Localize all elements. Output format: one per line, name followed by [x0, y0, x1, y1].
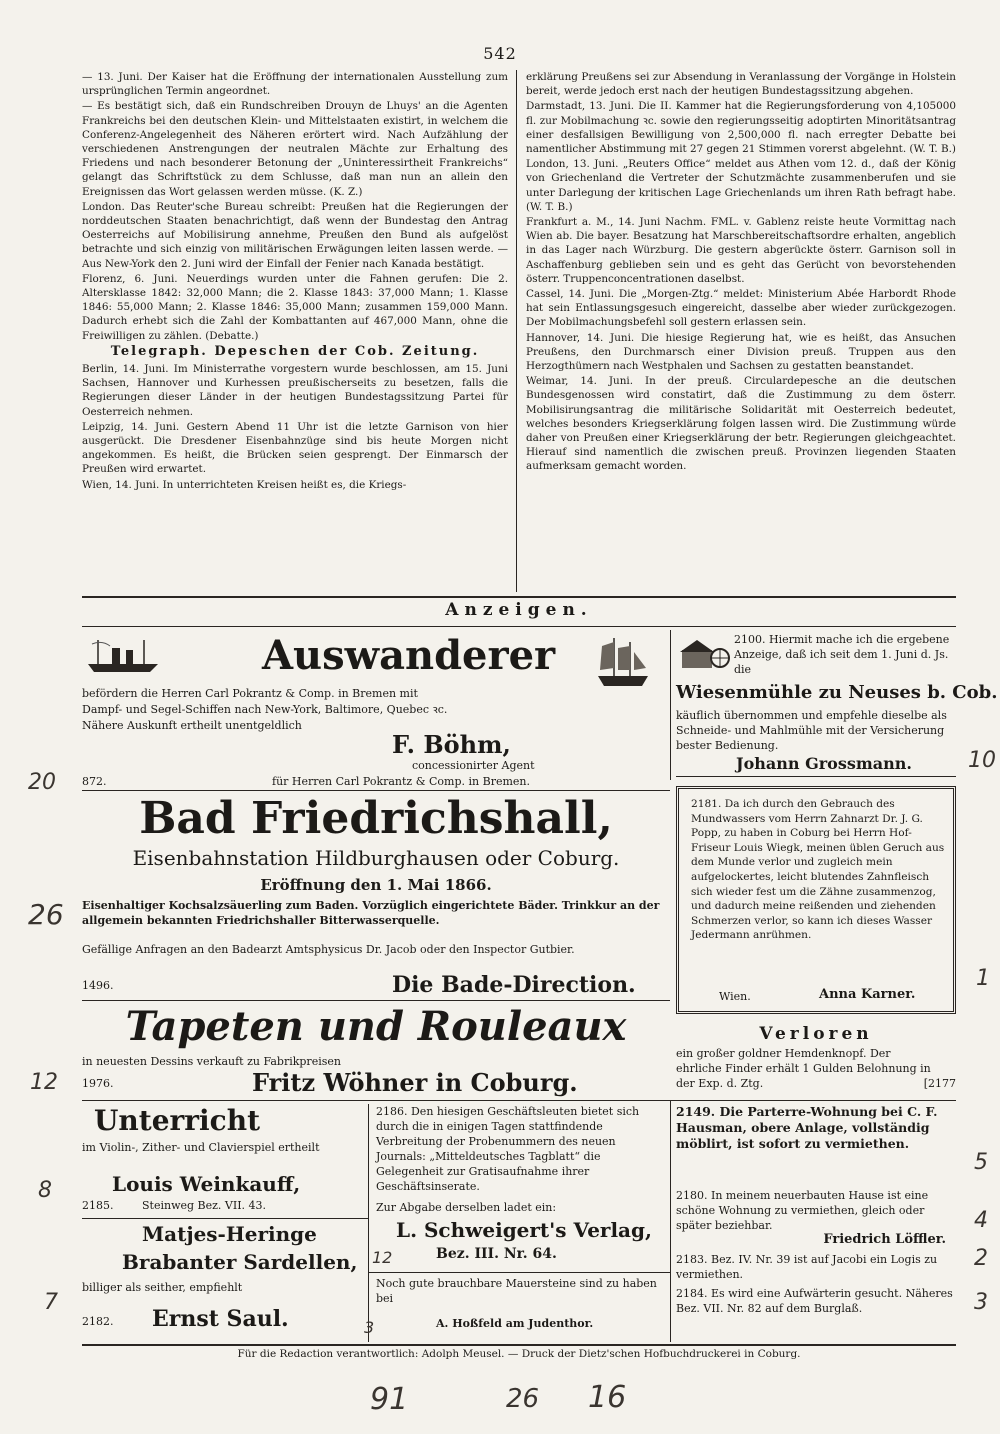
- ad-text: ein großer goldner Hemdenknopf. Der ehrliche Finder erhält 1 Gulden Belohnung in der Exp. d. Ztg.: [676, 1047, 931, 1090]
- ad-divider: [82, 1218, 368, 1219]
- ad-number: 2185.: [82, 1199, 114, 1212]
- news-item: — Es bestätigt sich, daß ein Rundschreiben Drouyn de Lhuys' an die Agenten Frankreichs bei den deutschen Klein- und Mittelstaaten existirt, in welchem die Conferenz-Angelegenheit des Näheren erörtert wird. Nach Aufzählung der verschiedenen Anstrengungen der neutralen Mächte zur Erhaltung des Friedens und nach besonderer Betonung der „Uninteressirtheit Frankreichs“ gelangt das Schriftstück zu dem Schlusse, daß man nun an allein den Ereignissen das Wort gelassen werden müsse. (K. Z.): [82, 100, 508, 198]
- ad-text: 2186. Den hiesigen Geschäftsleuten bietet sich durch die in einigen Tagen stattfindende Verbreitung der Probenummern des neuen Journals: „Mitteldeutsches Tagblatt“ die Gelegenheit zur Gratisaufnahme ihrer Geschäftsinserate.: [376, 1105, 640, 1193]
- ad-verloren: [676, 1024, 956, 1096]
- ad-line: Nähere Auskunft ertheilt unentgeldlich: [82, 719, 302, 732]
- ad-title: Unterricht: [94, 1104, 261, 1137]
- handwritten-mark: 4: [974, 1208, 988, 1233]
- column-divider: [670, 630, 671, 780]
- mill-icon: [676, 636, 732, 670]
- news-item: Leipzig, 14. Juni. Gestern Abend 11 Uhr ist die letzte Garnison von hier ausgerückt. Die Dresdener Eisenbahnzüge sind bis heute Morgen nicht angekommen. Es heißt, die Brücken seien gesprengt. Der Einmarsch der Preußen wird erwartet.: [82, 420, 508, 476]
- ad-opening: Eröffnung den 1. Mai 1866.: [260, 876, 492, 894]
- news-item: — 13. Juni. Der Kaiser hat die Eröffnung der internationalen Ausstellung zum ursprünglichen Termin angeordnet.: [82, 71, 508, 98]
- news-item: Florenz, 6. Juni. Neuerdings wurden unter die Fahnen gerufen: Die 2. Altersklasse 1842: 32,000 Mann; die 2. Klasse 1843: 37,000 Mann; 1. Klasse 1846: 55,000 Mann; 2. Klasse 1846: 35,000 Mann; zusammen 159,000 Mann. Dadurch erhebt sich die Zahl der Kombattanten auf 467,000 Mann, ohne die Freiwilligen zu zählen. (Debatte.): [82, 272, 508, 342]
- footer-divider: [82, 1344, 956, 1346]
- handwritten-mark: 7: [44, 1290, 58, 1315]
- ad-divider: [82, 1100, 956, 1101]
- news-item: Cassel, 14. Juni. Die „Morgen-Ztg.“ meldet: Ministerium Abée Harbordt Rhode hat sein Entlassungsgesuch eingereicht, dasselbe aber wieder zurückgezogen. Der Mobilmachungsbefehl soll gestern erlassen sein.: [526, 288, 956, 329]
- handwritten-mark: 16: [588, 1380, 627, 1415]
- handwritten-mark: 10: [968, 748, 996, 773]
- handwritten-mark: 3: [364, 1318, 375, 1337]
- handwritten-mark: 3: [974, 1290, 988, 1315]
- ad-number: 1496.: [82, 979, 114, 992]
- ad-seller: Fritz Wöhner in Coburg.: [252, 1068, 578, 1097]
- ad-logis: 2183. Bez. IV. Nr. 39 ist auf Jacobi ein Logis zu vermiethen.: [676, 1253, 938, 1281]
- ad-text: käuflich übernommen und empfehle dieselbe als Schneide- und Mahlmühle mit der Versicherung bester Bedienung.: [676, 709, 947, 752]
- news-item: Frankfurt a. M., 14. Juni Nachm. FML. v. Gablenz reiste heute Vormittag nach Wien ab. Die bayer. Besatzung hat Marschbereitschaftsordre erhalten, angeblich in das Lager nach Würzburg. Die gestern abgerückte österr. Garnison soll in Aschaffenburg geblieben sein und es geht das Gerücht von bevorstehenden österr. Truppenconcentrationen daselbst.: [526, 216, 956, 285]
- ad-address: Steinweg Bez. VII. 43.: [142, 1199, 267, 1212]
- ad-subtitle: Eisenbahnstation Hildburghausen oder Coburg.: [132, 846, 620, 870]
- ad-unterricht: [82, 1104, 364, 1214]
- news-item: Weimar, 14. Juni. In der preuß. Circulardepesche an die deutschen Bundesgenossen wird constatirt, daß die Zustimmung zu dem österr. Mobilisirungsantrag die militärische Solidarität mit Oesterreich bedeutet, welches besonders Kriegserklärung folgen lassen wird. Die Zustimmung würde daher von Preußen einer Kriegserklärung der betr. Regierungen gleichgeachtet. Hierauf sind namentlich die zwischen preuß. Provinzen liegenden Staaten aufmerksam gemacht worden.: [526, 375, 956, 473]
- ad-auswanderer: [82, 630, 662, 790]
- ad-title: Wiesenmühle zu Neuses b. Cob.: [676, 682, 998, 703]
- ad-mundwasser: [676, 786, 956, 1014]
- ad-divider: [82, 1000, 670, 1001]
- news-item: London. Das Reuter'sche Bureau schreibt: Preußen hat die Regierungen der norddeutschen Staaten benachrichtigt, daß wenn der Bundestag den Antrag Oesterreichs auf Mobilisirung annehme, Preußen den Bund als aufgelöst betrachte und sich einzig von militärischen Erwägungen leiten lassen werde. — Aus New-York den 2. Juni wird der Einfall der Fenier nach Kanada bestätigt.: [82, 200, 508, 270]
- ad-signature: Die Bade-Direction.: [392, 972, 636, 998]
- ad-name: Ernst Saul.: [152, 1306, 289, 1332]
- ad-title: Tapeten und Rouleaux: [125, 1003, 627, 1050]
- ad-title: Brabanter Sardellen,: [122, 1250, 358, 1274]
- ad-title: Verloren: [759, 1024, 873, 1044]
- ad-number: 2182.: [82, 1315, 114, 1328]
- ad-text: Zur Abgabe derselben ladet ein:: [376, 1201, 557, 1214]
- ad-number: 1976.: [82, 1077, 114, 1090]
- ad-text: im Violin-, Zither- und Clavierspiel ertheilt: [82, 1141, 320, 1154]
- handwritten-mark: 8: [38, 1178, 52, 1203]
- ad-text: 2181. Da ich durch den Gebrauch des Mundwassers vom Herrn Zahnarzt Dr. J. G. Popp, zu haben in Coburg bei Herrn Hof-Friseur Louis Wiegk, meinen üblen Geruch aus dem Munde verlor und zugleich mein aufgelockertes, leicht blutendes Zahnfleisch sich wieder fest um die Zähne zusammenzog, und dadurch meine reißenden und ziehenden Schmerzen verlor, so kann ich dieses Wasser Jedermann anrühmen.: [691, 798, 945, 942]
- news-item: Darmstadt, 13. Juni. Die II. Kammer hat die Regierungsforderung von 4,105000 fl. zur Mobilmachung ꝛc. sowie den regierungsseitig adoptirten Minoritätsantrag einer desfallsigen Bewilligung von 2,500,000 fl. nach erregter Debatte bei namentlicher Abstimmung mit 27 gegen 21 Stimmen vorerst abgelehnt. (W. T. B.): [526, 100, 956, 156]
- ad-number: [2177: [923, 1077, 956, 1090]
- telegraph-heading: Telegraph. Depeschen der Cob. Zeitung.: [110, 343, 480, 359]
- ad-mauersteine: [376, 1276, 666, 1342]
- ad-text: billiger als seither, empfiehlt: [82, 1281, 243, 1294]
- ad-parterre: 2149. Die Parterre-Wohnung bei C. F. Hausman, obere Anlage, vollständig möblirt, ist sofort zu vermiethen.: [676, 1104, 938, 1151]
- ad-text: in neuesten Dessins verkauft zu Fabrikpreisen: [82, 1055, 341, 1068]
- handwritten-mark: 2: [974, 1246, 988, 1271]
- ad-place: Wien.: [719, 990, 751, 1003]
- handwritten-mark: 20: [28, 770, 56, 795]
- ad-line: befördern die Herren Carl Pokrantz & Comp. in Bremen mit: [82, 687, 418, 700]
- handwritten-mark: 12: [372, 1248, 393, 1267]
- section-divider: [82, 626, 956, 627]
- handwritten-mark: 5: [974, 1150, 988, 1175]
- anzeigen-heading: Anzeigen.: [445, 600, 593, 620]
- column-divider: [368, 1104, 369, 1342]
- ad-line: Dampf- und Segel-Schiffen nach New-York, Baltimore, Quebec ꝛc.: [82, 703, 448, 716]
- section-divider: [82, 596, 956, 598]
- ad-number: 872.: [82, 775, 107, 788]
- column-divider: [516, 70, 517, 592]
- ad-tapeten: [82, 1004, 670, 1096]
- handwritten-mark: 91: [370, 1382, 409, 1417]
- ad-signature: Johann Grossmann.: [736, 754, 912, 773]
- footer-imprint: Für die Redaction verantwortlich: Adolph Meusel. — Druck der Dietz'schen Hofbuchdruckerei in Coburg.: [237, 1348, 801, 1360]
- handwritten-mark: 12: [30, 1070, 58, 1095]
- news-item: London, 13. Juni. „Reuters Office“ meldet aus Athen vom 12. d., daß der König von Griechenland die Vertreter der Schutzmächte zusammenberufen und sie unter Darlegung der kritischen Lage Griechenlands um ihren Rath befragt habe. (W. T. B.): [526, 158, 956, 213]
- ad-title: Auswanderer: [262, 632, 556, 679]
- ad-small-column: [676, 1104, 956, 1344]
- handwritten-mark: 26: [506, 1384, 540, 1414]
- ad-title: Matjes-Heringe: [142, 1222, 317, 1246]
- page-number: 542: [483, 44, 517, 63]
- ad-aufwaerterin: 2184. Es wird eine Aufwärterin gesucht. Näheres Bez. VII. Nr. 82 auf dem Burglaß.: [676, 1287, 953, 1315]
- ad-friedrichshall: [82, 794, 670, 998]
- news-column-left: [82, 70, 508, 592]
- ad-signature: Friedrich Löffler.: [823, 1232, 946, 1247]
- ad-text: Noch gute brauchbare Mauersteine sind zu haben bei: [376, 1277, 657, 1305]
- ad-text: Eisenhaltiger Kochsalzsäuerling zum Baden. Vorzüglich eingerichtete Bäder. Trinkkur an der allgemein bekannten Friedrichshaller Bitterwasserquelle.: [82, 899, 660, 927]
- steamship-icon: [84, 636, 164, 676]
- handwritten-mark: 26: [28, 898, 64, 931]
- ad-verlag: [376, 1104, 666, 1268]
- ad-name: A. Hoßfeld am Judenthor.: [436, 1317, 594, 1330]
- agent-title: concessionirter Agent: [412, 759, 535, 772]
- news-item: erklärung Preußens sei zur Absendung in Veranlassung der Vorgänge in Holstein bereit, werde jedoch erst nach der heutigen Bundestagssitzung abgehen.: [526, 71, 956, 98]
- ad-text: Gefällige Anfragen an den Badearzt Amtsphysicus Dr. Jacob oder den Inspector Gutbier.: [82, 943, 575, 956]
- news-item: Berlin, 14. Juni. Im Ministerrathe vorgestern wurde beschlossen, am 15. Juni Sachsen, Hannover und Kurhessen preußischerseits zu besetzen, falls die Regierungen dieser Länder in der heutigen Bundestagssitzung Partei für Oesterreich nehmen.: [82, 363, 508, 418]
- handwritten-mark: 1: [976, 966, 990, 991]
- ad-address: Bez. III. Nr. 64.: [436, 1246, 557, 1262]
- news-item: Wien, 14. Juni. In unterrichteten Kreisen heißt es, die Kriegs-: [82, 478, 407, 491]
- ad-wiesenmuehle: [676, 630, 998, 780]
- column-divider: [670, 1100, 671, 1342]
- ad-name: Louis Weinkauff,: [112, 1172, 301, 1196]
- agent-name: F. Böhm,: [392, 730, 511, 759]
- news-column-right: [526, 70, 956, 592]
- ad-text: 2100. Hiermit mache ich die ergebene Anzeige, daß ich seit dem 1. Juni d. Js. die: [734, 633, 950, 676]
- ad-signature: Anna Karner.: [819, 987, 916, 1002]
- ad-divider: [82, 790, 670, 791]
- ad-wohnung: 2180. In meinem neuerbauten Hause ist eine schöne Wohnung zu vermiethen, gleich oder später beziehbar.: [676, 1189, 929, 1232]
- ad-divider: [368, 1272, 670, 1273]
- ad-name: L. Schweigert's Verlag,: [396, 1218, 652, 1242]
- news-item: Hannover, 14. Juni. Die hiesige Regierung hat, wie es heißt, das Ansuchen Preußens, den Durchmarsch einer Division preuß. Truppen aus den Herzogthümern nach Westphalen und Sachsen zu gestatten beanstandet.: [526, 331, 956, 373]
- agent-line: für Herren Carl Pokrantz & Comp. in Bremen.: [272, 775, 530, 788]
- ad-title: Bad Friedrichshall,: [139, 793, 613, 844]
- sailing-ship-icon: [592, 632, 654, 694]
- ad-heringe: [82, 1222, 364, 1342]
- ad-divider: [676, 776, 956, 777]
